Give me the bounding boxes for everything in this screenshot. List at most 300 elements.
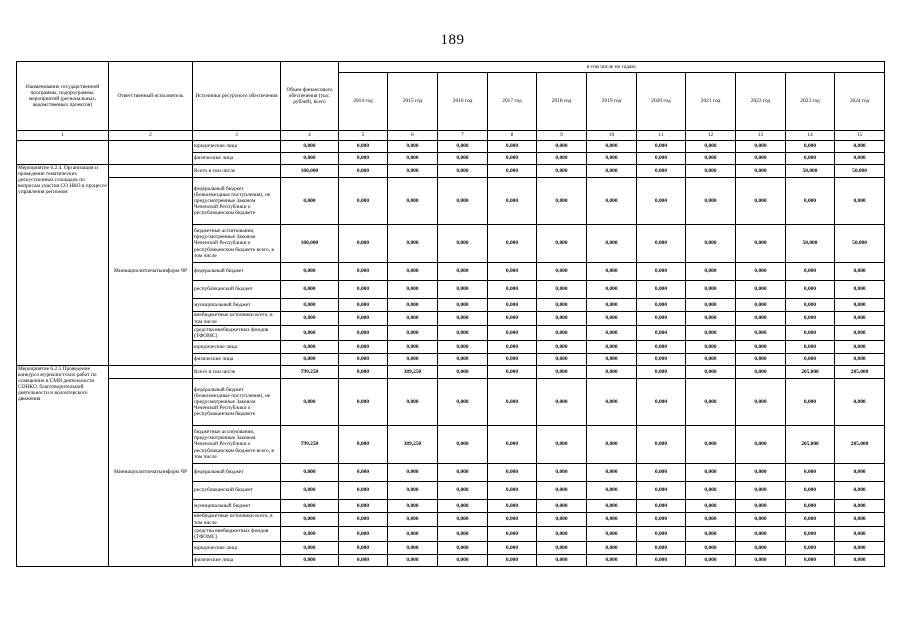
header-year: 2015 год [388,73,438,131]
year-value: 0,000 [736,178,786,225]
year-value: 0,000 [736,555,786,567]
year-value: 0,000 [339,141,388,153]
column-number: 1 [17,131,109,141]
year-value: 0,000 [339,555,388,567]
year-value: 0,000 [488,482,537,500]
year-value: 0,000 [686,281,736,299]
year-value: 0,000 [637,527,686,542]
year-value: 0,000 [388,178,438,225]
year-value: 0,000 [835,178,885,225]
year-value: 0,000 [637,542,686,555]
year-value: 0,000 [736,542,786,555]
year-value: 0,000 [488,555,537,567]
header-year: 2022 год [736,73,786,131]
header-years-group: в том числе по годам: [339,62,885,73]
year-value: 0,000 [637,341,686,354]
year-value: 0,000 [587,263,637,281]
column-number: 4 [281,131,339,141]
executor-name: Миннацполитпечатьинформ ЧР [109,379,193,567]
year-value: 0,000 [339,178,388,225]
year-value: 0,000 [339,153,388,165]
year-value: 0,000 [786,312,835,326]
total-value: 799,250 [281,366,339,379]
year-value: 0,000 [488,299,537,312]
year-value: 0,000 [388,513,438,527]
executor-cell-empty [109,141,193,165]
year-value: 0,000 [339,379,388,426]
header-name: Наименование государственной программы, подпрограммы, мероприятий (региональных, ведомственных проектов) [17,62,109,131]
year-value: 0,000 [686,379,736,426]
year-value: 0,000 [488,542,537,555]
year-value: 0,000 [537,426,587,464]
year-value: 0,000 [686,341,736,354]
source-cell: федеральный бюджет [193,464,281,482]
year-value: 389,250 [388,426,438,464]
year-value: 0,000 [786,513,835,527]
year-value: 0,000 [587,482,637,500]
year-value: 0,000 [388,527,438,542]
year-value: 0,000 [835,141,885,153]
year-value: 0,000 [488,513,537,527]
source-cell: федеральный бюджет (безвозмездные поступления), не предусмотренные Законом Чеченской Республики о республиканском бюджете [193,379,281,426]
year-value: 0,000 [786,464,835,482]
header-year: 2024 год [835,73,885,131]
header-source: Источники ресурсного обеспечения [193,62,281,131]
year-value: 0,000 [786,542,835,555]
year-value: 0,000 [736,263,786,281]
measure-name: Мероприятие 6.2.4. Организация и проведение тематических дискуссионных площадок по вопросам участия СО НКО в процессе управления регионом [17,165,109,366]
year-value: 0,000 [835,513,885,527]
total-value: 0,000 [281,482,339,500]
year-value: 50,000 [786,225,835,263]
year-value: 0,000 [488,366,537,379]
year-value: 0,000 [686,366,736,379]
year-value: 0,000 [339,165,388,178]
year-value: 0,000 [488,354,537,366]
year-value: 0,000 [736,500,786,513]
year-value: 205,000 [835,426,885,464]
year-value: 0,000 [835,555,885,567]
year-value: 0,000 [587,165,637,178]
source-cell: физические лица [193,153,281,165]
year-value: 0,000 [835,542,885,555]
year-value: 0,000 [339,281,388,299]
total-value: 0,000 [281,341,339,354]
year-value: 0,000 [637,281,686,299]
source-cell: внебюджетные источники всего, в том числе [193,513,281,527]
year-value: 0,000 [686,178,736,225]
year-value: 0,000 [488,426,537,464]
year-value: 0,000 [587,341,637,354]
column-number: 10 [587,131,637,141]
year-value: 0,000 [686,141,736,153]
year-value: 0,000 [488,178,537,225]
year-value: 0,000 [537,542,587,555]
year-value: 0,000 [537,299,587,312]
year-value: 0,000 [736,379,786,426]
year-value: 0,000 [835,482,885,500]
year-value: 0,000 [736,312,786,326]
year-value: 0,000 [438,141,488,153]
source-cell: федеральный бюджет [193,263,281,281]
year-value: 0,000 [339,500,388,513]
column-number: 3 [193,131,281,141]
year-value: 0,000 [438,225,488,263]
year-value: 0,000 [686,464,736,482]
year-value: 0,000 [637,178,686,225]
source-cell: республиканский бюджет [193,482,281,500]
year-value: 0,000 [736,464,786,482]
year-value: 0,000 [339,366,388,379]
year-value: 0,000 [786,527,835,542]
year-value: 0,000 [339,513,388,527]
year-value: 0,000 [537,141,587,153]
year-value: 0,000 [438,500,488,513]
year-value: 0,000 [388,263,438,281]
table-row [17,379,885,426]
year-value: 0,000 [388,141,438,153]
year-value: 0,000 [686,513,736,527]
year-value: 0,000 [835,312,885,326]
year-value: 0,000 [537,165,587,178]
year-value: 0,000 [835,354,885,366]
year-value: 0,000 [686,312,736,326]
year-value: 0,000 [835,379,885,426]
year-value: 0,000 [438,555,488,567]
year-value: 0,000 [339,312,388,326]
column-number: 14 [786,131,835,141]
year-value: 0,000 [736,225,786,263]
header-volume: Объем финансового обеспечения (тыс. рублей), всего [281,62,339,131]
year-value: 0,000 [786,482,835,500]
year-value: 0,000 [438,178,488,225]
year-value: 0,000 [537,500,587,513]
source-cell: муниципальный бюджет [193,299,281,312]
year-value: 0,000 [786,500,835,513]
page-number: 189 [440,32,465,48]
column-number: 12 [686,131,736,141]
year-value: 0,000 [637,555,686,567]
name-cell-empty [17,141,109,165]
year-value: 0,000 [686,263,736,281]
source-cell: юридические лица [193,141,281,153]
year-value: 0,000 [339,263,388,281]
year-value: 0,000 [686,500,736,513]
year-value: 0,000 [786,379,835,426]
total-value: 799,250 [281,426,339,464]
year-value: 0,000 [537,326,587,341]
year-value: 0,000 [786,326,835,341]
year-value: 0,000 [736,513,786,527]
year-value: 0,000 [736,354,786,366]
year-value: 0,000 [587,542,637,555]
year-value: 0,000 [488,312,537,326]
year-value: 0,000 [587,464,637,482]
year-value: 0,000 [587,527,637,542]
year-value: 0,000 [388,299,438,312]
year-value: 0,000 [686,326,736,341]
year-value: 0,000 [537,513,587,527]
year-value: 0,000 [587,379,637,426]
year-value: 0,000 [488,141,537,153]
year-value: 0,000 [835,299,885,312]
year-value: 0,000 [388,379,438,426]
year-value: 0,000 [339,225,388,263]
total-value: 0,000 [281,527,339,542]
total-value: 0,000 [281,513,339,527]
year-value: 0,000 [686,153,736,165]
year-value: 0,000 [438,426,488,464]
source-cell: республиканский бюджет [193,281,281,299]
year-value: 0,000 [637,366,686,379]
year-value: 0,000 [637,263,686,281]
year-value: 0,000 [835,326,885,341]
year-value: 0,000 [438,379,488,426]
year-value: 0,000 [637,513,686,527]
year-value: 0,000 [637,312,686,326]
total-value: 100,000 [281,225,339,263]
year-value: 0,000 [686,482,736,500]
year-value: 0,000 [488,326,537,341]
year-value: 0,000 [488,341,537,354]
year-value: 0,000 [835,341,885,354]
year-value: 0,000 [736,153,786,165]
total-value: 0,000 [281,263,339,281]
year-value: 205,000 [786,426,835,464]
year-value: 0,000 [686,527,736,542]
year-value: 0,000 [686,555,736,567]
source-cell: физические лица [193,555,281,567]
source-cell: юридические лица [193,542,281,555]
total-value: 0,000 [281,542,339,555]
year-value: 0,000 [537,341,587,354]
year-value: 0,000 [637,482,686,500]
year-value: 0,000 [537,366,587,379]
year-value: 0,000 [438,281,488,299]
source-cell: Всего в том числе [193,165,281,178]
year-value: 0,000 [388,281,438,299]
year-value: 0,000 [587,354,637,366]
source-cell: средства внебюджетных фондов (ТФОМС) [193,527,281,542]
year-value: 0,000 [637,141,686,153]
total-value: 0,000 [281,178,339,225]
year-value: 0,000 [587,281,637,299]
year-value: 0,000 [438,527,488,542]
year-value: 0,000 [786,281,835,299]
source-cell: бюджетные ассигнования, предусмотренные Законом Чеченской Республики о республиканском бюджете всего, в том числе [193,225,281,263]
year-value: 0,000 [388,555,438,567]
year-value: 0,000 [786,178,835,225]
source-cell: бюджетные ассигнования, предусмотренные Законом Чеченской Республики о республиканском бюджете всего, в том числе [193,426,281,464]
total-value: 100,000 [281,165,339,178]
year-value: 0,000 [488,379,537,426]
year-value: 0,000 [637,299,686,312]
year-value: 0,000 [637,500,686,513]
source-cell: внебюджетные источники всего, в том числе [193,312,281,326]
header-year: 2017 год [488,73,537,131]
year-value: 0,000 [438,326,488,341]
total-value: 0,000 [281,281,339,299]
year-value: 0,000 [438,482,488,500]
year-value: 0,000 [786,354,835,366]
year-value: 0,000 [637,426,686,464]
executor-cell-top [109,165,193,178]
year-value: 0,000 [537,527,587,542]
year-value: 0,000 [736,482,786,500]
header-executor: Ответственный исполнитель [109,62,193,131]
year-value: 0,000 [339,299,388,312]
source-cell: средства внебюджетных фондов (ТФОМС) [193,326,281,341]
year-value: 0,000 [786,299,835,312]
year-value: 0,000 [686,165,736,178]
year-value: 0,000 [587,326,637,341]
year-value: 0,000 [388,482,438,500]
year-value: 0,000 [388,326,438,341]
year-value: 0,000 [438,464,488,482]
year-value: 0,000 [736,326,786,341]
year-value: 0,000 [637,379,686,426]
year-value: 0,000 [438,354,488,366]
year-value: 0,000 [488,527,537,542]
header-year: 2016 год [438,73,488,131]
year-value: 0,000 [537,263,587,281]
year-value: 0,000 [488,263,537,281]
total-value: 0,000 [281,354,339,366]
year-value: 0,000 [488,225,537,263]
column-number: 7 [438,131,488,141]
year-value: 0,000 [438,341,488,354]
year-value: 0,000 [537,482,587,500]
year-value: 0,000 [388,500,438,513]
year-value: 0,000 [438,366,488,379]
year-value: 50,000 [835,225,885,263]
year-value: 0,000 [388,464,438,482]
total-value: 0,000 [281,326,339,341]
total-value: 0,000 [281,141,339,153]
executor-name: Миннацполитпечатьинформ ЧР [109,178,193,366]
year-value: 0,000 [736,366,786,379]
year-value: 0,000 [587,312,637,326]
year-value: 0,000 [488,153,537,165]
executor-cell-top [109,366,193,379]
year-value: 0,000 [736,141,786,153]
year-value: 0,000 [786,263,835,281]
year-value: 205,000 [786,366,835,379]
header-year: 2014 год [339,73,388,131]
year-value: 0,000 [438,263,488,281]
year-value: 0,000 [786,555,835,567]
source-cell: Всего в том числе [193,366,281,379]
column-number: 15 [835,131,885,141]
year-value: 0,000 [388,153,438,165]
year-value: 0,000 [587,141,637,153]
year-value: 0,000 [736,426,786,464]
source-cell: муниципальный бюджет [193,500,281,513]
year-value: 0,000 [537,178,587,225]
table-row [17,178,885,225]
source-cell: юридические лица [193,341,281,354]
year-value: 389,250 [388,366,438,379]
year-value: 0,000 [537,379,587,426]
year-value: 0,000 [637,326,686,341]
year-value: 0,000 [587,500,637,513]
year-value: 0,000 [835,281,885,299]
total-value: 0,000 [281,500,339,513]
table-row [17,141,885,153]
year-value: 0,000 [438,542,488,555]
column-number: 8 [488,131,537,141]
year-value: 0,000 [587,153,637,165]
year-value: 0,000 [637,165,686,178]
table-row [17,366,885,379]
column-number: 5 [339,131,388,141]
year-value: 0,000 [736,341,786,354]
year-value: 0,000 [438,153,488,165]
year-value: 0,000 [438,299,488,312]
year-value: 0,000 [339,482,388,500]
year-value: 0,000 [786,153,835,165]
total-value: 0,000 [281,379,339,426]
year-value: 0,000 [537,555,587,567]
year-value: 0,000 [537,464,587,482]
column-number: 2 [109,131,193,141]
year-value: 0,000 [537,312,587,326]
year-value: 0,000 [835,263,885,281]
total-value: 0,000 [281,312,339,326]
year-value: 0,000 [488,281,537,299]
year-value: 0,000 [637,153,686,165]
year-value: 0,000 [388,341,438,354]
year-value: 0,000 [736,299,786,312]
header-year: 2021 год [686,73,736,131]
year-value: 0,000 [587,555,637,567]
year-value: 0,000 [488,464,537,482]
column-number: 11 [637,131,686,141]
year-value: 0,000 [587,426,637,464]
year-value: 0,000 [835,527,885,542]
year-value: 0,000 [686,225,736,263]
year-value: 0,000 [835,464,885,482]
year-value: 0,000 [786,341,835,354]
year-value: 0,000 [637,225,686,263]
year-value: 0,000 [339,542,388,555]
year-value: 0,000 [587,513,637,527]
year-value: 0,000 [537,153,587,165]
year-value: 0,000 [637,354,686,366]
year-value: 0,000 [388,312,438,326]
total-value: 0,000 [281,153,339,165]
total-value: 0,000 [281,299,339,312]
year-value: 0,000 [438,312,488,326]
header-year: 2019 год [587,73,637,131]
year-value: 0,000 [488,165,537,178]
year-value: 0,000 [835,500,885,513]
year-value: 0,000 [736,527,786,542]
year-value: 0,000 [587,366,637,379]
source-cell: физические лица [193,354,281,366]
year-value: 0,000 [388,225,438,263]
year-value: 0,000 [587,178,637,225]
year-value: 0,000 [537,225,587,263]
measure-name: Мероприятие 6.2.5 Проведение конкурса журналистских работ по освещению в СМИ деятельности СОНКО, благотворительной деятельности и волонтерского движения [17,366,109,567]
header-year: 2020 год [637,73,686,131]
source-cell: федеральный бюджет (безвозмездные поступления), не предусмотренные Законом Чеченской Республики о республиканском бюджете [193,178,281,225]
year-value: 0,000 [637,464,686,482]
year-value: 0,000 [438,513,488,527]
year-value: 0,000 [686,354,736,366]
year-value: 0,000 [686,542,736,555]
year-value: 50,000 [835,165,885,178]
